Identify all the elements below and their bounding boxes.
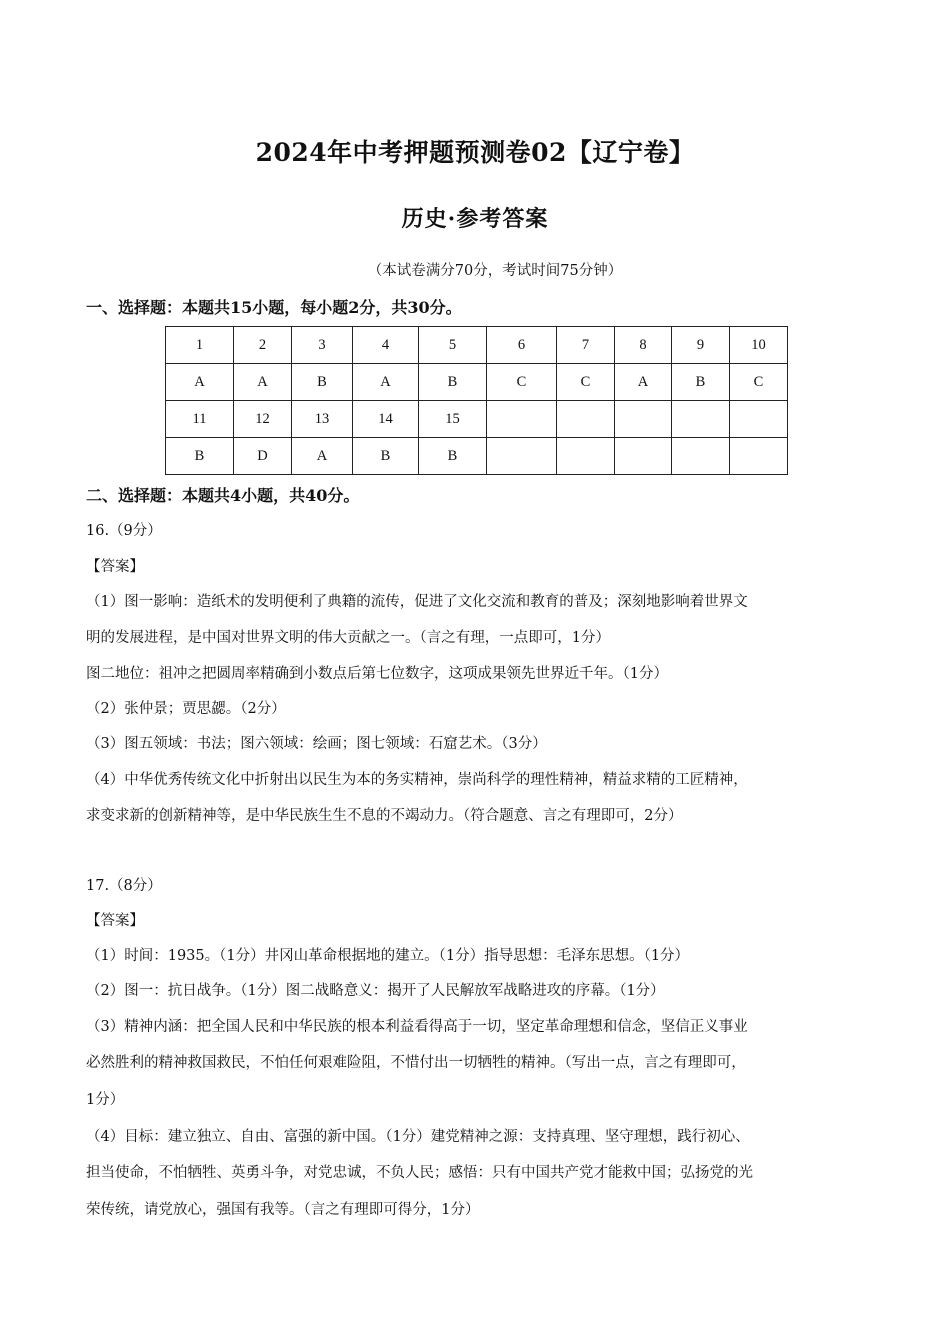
table-cell [730,438,788,475]
table-cell [487,401,557,438]
q17-line: 担当使命，不怕牺牲、英勇斗争，对党忠诚，不负人民；感悟：只有中国共产党才能救中国；弘扬党的光 [86,1165,753,1181]
table-cell: 1 [166,327,234,364]
table-cell: C [730,364,788,401]
table-cell: B [353,438,419,475]
q17-line: （4）目标：建立独立、自由、富强的新中国。（1分）建党精神之源：支持真理、坚守理想，践行初心、 [86,1129,750,1145]
q17-line: （1）时间：1935。（1分）井冈山革命根据地的建立。（1分）指导思想：毛泽东思想。（1分） [86,948,690,964]
q17-line: （3）精神内涵：把全国人民和中华民族的根本利益看得高于一切，坚定革命理想和信念，坚信正义事业 [86,1019,748,1035]
table-cell: 3 [292,327,353,364]
table-cell: 14 [353,401,419,438]
table-cell: D [234,438,292,475]
table-cell [615,438,672,475]
q17-line: （2）图一：抗日战争。（1分）图二战略意义：揭开了人民解放军战略进攻的序幕。（1分） [86,983,665,999]
q16-line: 明的发展进程，是中国对世界文明的伟大贡献之一。（言之有理，一点即可，1分） [86,630,610,646]
table-cell: 4 [353,327,419,364]
table-cell: 13 [292,401,353,438]
table-cell: 10 [730,327,788,364]
section2-heading: 二、选择题：本题共4小题，共40分。 [86,486,360,505]
table-cell: 9 [672,327,730,364]
table-cell: 2 [234,327,292,364]
table-cell: A [292,438,353,475]
table-row [166,438,788,475]
q16-line: 求变求新的创新精神等，是中华民族生生不息的不竭动力。（符合题意、言之有理即可，2分） [86,808,683,824]
table-cell: B [292,364,353,401]
q16-line: （3）图五领域：书法；图六领域：绘画；图七领域：石窟艺术。（3分） [86,736,547,752]
table-cell: A [234,364,292,401]
table-cell [487,438,557,475]
table-cell: A [615,364,672,401]
q17-line: 必然胜利的精神救国救民，不怕任何艰难险阻，不惜付出一切牺牲的精神。（写出一点，言之有理即可， [86,1055,746,1071]
q16-line: （4）中华优秀传统文化中折射出以民生为本的务实精神，崇尚科学的理性精神，精益求精的工匠精神， [86,772,748,788]
q17-answer-tag: 【答案】 [86,913,144,929]
table-cell: B [419,364,487,401]
table-cell [672,401,730,438]
answer-table [165,326,788,475]
table-cell: 5 [419,327,487,364]
q16-line: （1）图一影响：造纸术的发明便利了典籍的流传，促进了文化交流和教育的普及；深刻地影响着世界文 [86,594,748,610]
q17-label: 17.（8分） [86,878,162,894]
q16-label: 16.（9分） [86,523,162,539]
table-cell [672,438,730,475]
page-title: 2024年中考押题预测卷02【辽宁卷】 [255,138,695,167]
table-cell: C [557,364,615,401]
table-cell: 8 [615,327,672,364]
table-cell: 12 [234,401,292,438]
table-cell [557,438,615,475]
q17-line: 1分） [86,1092,125,1108]
table-row [166,327,788,364]
table-cell: 7 [557,327,615,364]
section1-heading: 一、选择题：本题共15小题，每小题2分，共30分。 [86,298,462,317]
exam-note: （本试卷满分70分，考试时间75分钟） [367,263,623,279]
table-cell: C [487,364,557,401]
table-row [166,364,788,401]
table-row [166,401,788,438]
table-cell: 6 [487,327,557,364]
q17-line: 荣传统，请党放心，强国有我等。（言之有理即可得分，1分） [86,1202,480,1218]
table-cell: B [672,364,730,401]
table-cell: A [353,364,419,401]
page-subtitle: 历史·参考答案 [401,206,549,232]
table-cell [730,401,788,438]
table-cell: 11 [166,401,234,438]
table-cell [557,401,615,438]
table-cell [615,401,672,438]
table-cell: A [166,364,234,401]
q16-line: （2）张仲景；贾思勰。（2分） [86,701,286,717]
q16-line: 图二地位：祖冲之把圆周率精确到小数点后第七位数字，这项成果领先世界近千年。（1分） [86,666,668,682]
table-cell: B [419,438,487,475]
q16-answer-tag: 【答案】 [86,559,144,575]
table-cell: 15 [419,401,487,438]
table-cell: B [166,438,234,475]
